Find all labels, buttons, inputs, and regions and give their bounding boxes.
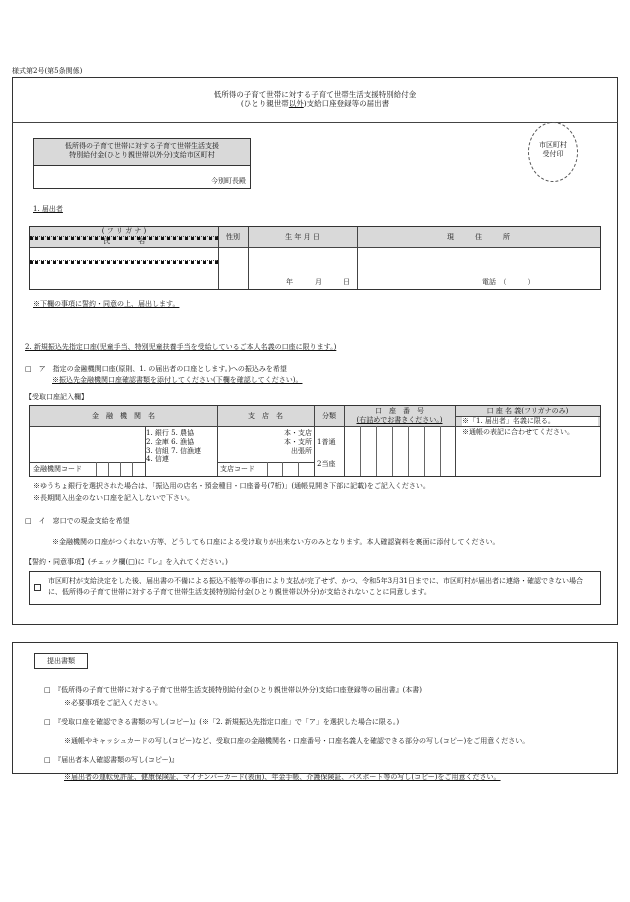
consent-note: ※下欄の事項に誓約・同意の上、届出します。: [33, 300, 180, 308]
dob-day: 日: [343, 278, 350, 286]
option-i-note: ※金融機関の口座がつくれない方等、どうしても口座による受け取りが出来ない方のみとなります。本人確認資料を裏面に添付してください。: [52, 538, 500, 546]
form-number: 様式第2号(第5条関係): [12, 67, 83, 75]
option-i[interactable]: □ イ 窓口での現金支給を希望: [25, 517, 130, 525]
bank-section-label: 【受取口座記入欄】: [25, 393, 88, 401]
dob-year: 年: [286, 278, 293, 286]
name-header: 氏 名: [103, 237, 145, 245]
doc-item-1[interactable]: □ 『低所得の子育て世帯に対する子育て世帯生活支援特別給付金(ひとり親世帯以外分)支給口座登録等の届出書』(本書): [44, 686, 423, 694]
bank-account-table: [29, 405, 601, 477]
doc-item-2-note: ※通帳やキャッシュカードの写し(コピー)など、受取口座の金融機関名・口座番号・口座名義人を確認できる部分の写し(コピー)をご用意ください。: [64, 737, 530, 745]
furigana-header: ( フ リ ガ ナ ): [101, 227, 147, 235]
bank-type-4[interactable]: 4. 信連: [146, 455, 169, 464]
doc-item-3[interactable]: □ 『届出者本人確認書類の写し(コピー)』: [44, 756, 179, 764]
holder-header: 口 座 名 義(フリガナのみ): [486, 407, 569, 415]
bank-name-header: 金 融 機 関 名: [92, 412, 155, 420]
reception-stamp-area: 市区町村 受付印: [528, 122, 578, 182]
branch-code-label: 支店コード: [220, 465, 255, 473]
phone-label: 電話 （ ）: [482, 278, 535, 286]
section1-heading: 1. 届出者: [33, 205, 63, 213]
consent-text: 市区町村が支給決定をした後、届出書の不備による振込不能等の事由により支払が完了せず、かつ、令和5年3月31日までに、市区町村が届出者に連絡・確認できない場合に、低所得の子育て世帯に対する子育て世帯生活支援特別給付金(ひとり親世帯以外分)が支給されないことに同意します。: [48, 577, 583, 596]
bank-type-2[interactable]: 2. 金庫 6. 漁協: [146, 437, 195, 446]
branch-type-2[interactable]: 本・支所: [284, 437, 312, 446]
branch-type-1[interactable]: 本・支店: [284, 429, 312, 437]
consent-heading: 【誓約・同意事項】(チェック欄(□)に『レ』を入れてください。): [25, 558, 228, 566]
documents-heading: 提出書類: [34, 653, 88, 669]
documents-frame: [12, 642, 618, 774]
branch-header: 支 店 名: [248, 412, 283, 420]
holder-note-2: ※通帳の表記に合わせてください。: [462, 428, 574, 436]
doc-item-3-note: ※届出者の運転免許証、健康保険証、マイナンバーカード(表面)、年金手帳、介護保険証、パスポート等の写し(コピー)をご用意ください。: [64, 773, 501, 781]
doc-item-2[interactable]: □ 『受取口座を確認できる書類の写し(コピー)』(※「2. 新規振込先指定口座」で「ア」を選択した場合に限る。): [44, 718, 400, 726]
account-number-header: 口 座 番 号: [375, 407, 424, 415]
dob-month: 月: [315, 278, 322, 286]
yucho-note: ※ゆうちょ銀行を選択された場合は、「振込用の店名・預金種目・口座番号(7桁)」(通帳見開き下部に記載)をご記入ください。: [33, 482, 430, 490]
branch-type-3[interactable]: 出張所: [291, 446, 312, 455]
option-a-note: ※振込先金融機関口座確認書類を添付してください(下欄を確認してください)。: [52, 376, 303, 384]
bank-type-3[interactable]: 3. 信組 7. 信漁連: [146, 446, 202, 455]
mayor-name: 今別町長殿: [211, 177, 246, 186]
consent-checkbox[interactable]: [34, 584, 41, 591]
address-header: 現 住 所: [447, 233, 510, 241]
account-number-sub: (右詰めでお書きください。): [356, 416, 443, 424]
type-header: 分類: [322, 412, 336, 420]
addressee-box: 低所得の子育て世帯に対する子育て世帯生活支援 特別給付金(ひとり親世帯以外分)支給市区町村 今別町長殿: [33, 138, 251, 189]
bank-code-label: 金融機関コード: [33, 465, 82, 473]
form-title: 低所得の子育て世帯に対する子育て世帯生活支援特別給付金 (ひとり親世帯以外)支給口座登録等の届出書: [213, 90, 417, 109]
dob-header: 生 年 月 日: [285, 233, 320, 241]
applicant-table: [29, 226, 601, 290]
long-term-note: ※長期間入出金のない口座を記入しないで下さい。: [33, 494, 194, 502]
gender-header: 性別: [226, 233, 240, 241]
doc-item-1-note: ※必要事項をご記入ください。: [64, 699, 162, 707]
holder-note-1: ※「1. 届出者」名義に限る。: [462, 417, 598, 426]
consent-box: [29, 571, 601, 605]
bank-type-1[interactable]: 1. 銀行 5. 農協: [146, 429, 195, 437]
account-type-current[interactable]: 2当座: [317, 460, 336, 468]
section2-heading: 2. 新規振込先指定口座(児童手当、特別児童扶養手当を受給しているご本人名義の口座に限ります。): [25, 343, 337, 351]
option-a[interactable]: □ ア 指定の金融機関口座(原則、1. の届出者の口座とします。)への振込みを希望: [25, 365, 287, 373]
account-type-ordinary[interactable]: 1普通: [317, 438, 336, 446]
